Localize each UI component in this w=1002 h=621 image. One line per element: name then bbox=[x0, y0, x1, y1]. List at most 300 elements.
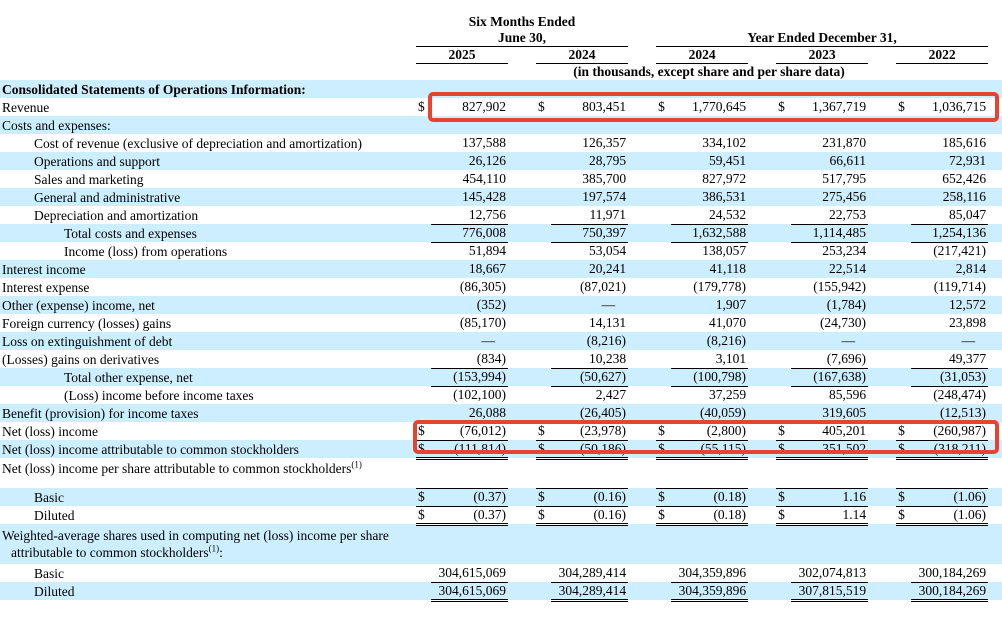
table-row bbox=[0, 134, 1002, 152]
column-gap bbox=[508, 278, 536, 296]
table-row bbox=[0, 188, 1002, 206]
column-gap bbox=[748, 524, 776, 564]
row-label: Diluted bbox=[34, 583, 75, 599]
column-gap bbox=[748, 278, 776, 296]
cell-value: 12,572 bbox=[948, 297, 987, 312]
dollar-sign bbox=[776, 134, 791, 152]
cell-value bbox=[791, 80, 868, 98]
column-gap bbox=[868, 170, 896, 188]
cell-value: (23,978) bbox=[551, 422, 628, 440]
dollar-sign bbox=[536, 260, 551, 278]
column-gap bbox=[868, 116, 896, 134]
dollar-sign bbox=[776, 368, 791, 386]
column-gap bbox=[508, 422, 536, 440]
dollar-sign bbox=[416, 524, 431, 564]
cell-value bbox=[671, 524, 748, 564]
table-row bbox=[0, 422, 1002, 440]
cell-value bbox=[551, 80, 628, 98]
dollar-sign bbox=[776, 206, 791, 224]
column-gap bbox=[508, 350, 536, 368]
cell-value bbox=[431, 116, 508, 134]
dollar-sign bbox=[416, 350, 431, 368]
header-row-period-line2 bbox=[0, 30, 1002, 47]
dollar-sign bbox=[416, 314, 431, 332]
dollar-sign: $ bbox=[536, 488, 551, 506]
column-gap bbox=[868, 458, 896, 488]
dollar-sign bbox=[536, 224, 551, 242]
table-row bbox=[0, 440, 1002, 458]
table-row bbox=[0, 368, 1002, 386]
column-gap bbox=[988, 488, 1002, 506]
column-gap bbox=[748, 440, 776, 458]
dollar-sign bbox=[416, 404, 431, 422]
cell-value: (1.06) bbox=[911, 506, 988, 524]
column-gap bbox=[868, 314, 896, 332]
column-gap bbox=[508, 170, 536, 188]
column-gap bbox=[988, 314, 1002, 332]
column-gap bbox=[508, 80, 536, 98]
cell-value: (0.18) bbox=[671, 488, 748, 506]
cell-value: 803,451 bbox=[582, 99, 627, 114]
dollar-sign bbox=[536, 170, 551, 188]
cell-value bbox=[911, 524, 988, 564]
table-row bbox=[0, 278, 1002, 296]
cell-value bbox=[551, 116, 628, 134]
row-label: Total other expense, net bbox=[64, 369, 193, 385]
dollar-sign bbox=[656, 116, 671, 134]
column-gap bbox=[868, 506, 896, 524]
dollar-sign bbox=[536, 206, 551, 224]
dollar-sign bbox=[656, 564, 671, 582]
dollar-sign: $ bbox=[656, 422, 671, 440]
cell-value bbox=[791, 458, 868, 488]
cell-value: 23,898 bbox=[948, 315, 987, 330]
column-gap bbox=[508, 386, 536, 404]
dollar-sign bbox=[656, 386, 671, 404]
column-gap bbox=[988, 440, 1002, 458]
footnote-marker: (1) bbox=[208, 543, 220, 554]
column-gap bbox=[868, 278, 896, 296]
dollar-sign bbox=[656, 582, 671, 600]
cell-value: (119,714) bbox=[933, 279, 987, 294]
dollar-sign bbox=[776, 524, 791, 564]
cell-value: — bbox=[841, 333, 856, 348]
cell-value: 652,426 bbox=[942, 171, 987, 186]
column-gap bbox=[868, 564, 896, 582]
dollar-sign bbox=[536, 404, 551, 422]
dollar-sign bbox=[776, 242, 791, 260]
column-gap bbox=[628, 488, 656, 506]
column-gap bbox=[748, 296, 776, 314]
column-gap bbox=[748, 116, 776, 134]
table-row bbox=[0, 224, 1002, 242]
cell-value bbox=[671, 80, 748, 98]
cell-value: (31,053) bbox=[911, 368, 988, 386]
dollar-sign bbox=[536, 332, 551, 350]
dollar-sign bbox=[416, 278, 431, 296]
row-label: Loss on extinguishment of debt bbox=[2, 333, 173, 349]
dollar-sign: $ bbox=[416, 422, 431, 440]
cell-value: (24,730) bbox=[819, 315, 867, 330]
column-gap bbox=[628, 296, 656, 314]
column-gap bbox=[508, 564, 536, 582]
dollar-sign bbox=[536, 314, 551, 332]
column-gap bbox=[988, 350, 1002, 368]
cell-value: 28,795 bbox=[588, 153, 627, 168]
dollar-sign bbox=[536, 524, 551, 564]
dollar-sign bbox=[776, 188, 791, 206]
cell-value: 10,238 bbox=[551, 350, 628, 368]
cell-value: (0.37) bbox=[431, 506, 508, 524]
column-gap bbox=[988, 224, 1002, 242]
column-gap bbox=[988, 404, 1002, 422]
column-gap bbox=[988, 260, 1002, 278]
cell-value: (76,012) bbox=[431, 422, 508, 440]
cell-value: (50,186) bbox=[551, 440, 628, 458]
column-gap bbox=[508, 260, 536, 278]
cell-value: 185,616 bbox=[942, 135, 987, 150]
dollar-sign bbox=[896, 278, 911, 296]
dollar-sign bbox=[896, 188, 911, 206]
dollar-sign bbox=[416, 582, 431, 600]
row-label: Net (loss) income attributable to common stockholders bbox=[2, 441, 299, 457]
cell-value: (86,305) bbox=[459, 279, 506, 294]
row-label: Basic bbox=[34, 489, 64, 505]
cell-value: 2,814 bbox=[955, 261, 987, 276]
table-row bbox=[0, 332, 1002, 350]
dollar-sign bbox=[896, 368, 911, 386]
dollar-sign bbox=[416, 188, 431, 206]
dollar-sign bbox=[776, 116, 791, 134]
cell-value: 1,254,136 bbox=[911, 224, 988, 242]
dollar-sign: $ bbox=[896, 506, 911, 524]
column-gap bbox=[748, 206, 776, 224]
column-gap bbox=[508, 458, 536, 488]
column-gap bbox=[748, 332, 776, 350]
dollar-sign bbox=[416, 332, 431, 350]
cell-value: (179,778) bbox=[693, 279, 747, 294]
column-gap bbox=[508, 116, 536, 134]
column-gap bbox=[748, 188, 776, 206]
cell-value: (0.18) bbox=[671, 506, 748, 524]
year-column-header: 2024 bbox=[656, 47, 748, 64]
cell-value: 1,367,719 bbox=[812, 99, 867, 114]
column-gap bbox=[988, 170, 1002, 188]
table-row bbox=[0, 314, 1002, 332]
table-row bbox=[0, 404, 1002, 422]
column-gap bbox=[748, 242, 776, 260]
column-gap bbox=[628, 564, 656, 582]
column-gap bbox=[868, 488, 896, 506]
cell-value: 26,088 bbox=[431, 404, 508, 422]
cell-value: 385,700 bbox=[582, 171, 627, 186]
cell-value: 304,359,896 bbox=[671, 582, 748, 600]
dollar-sign bbox=[656, 152, 671, 170]
dollar-sign bbox=[896, 404, 911, 422]
column-gap bbox=[748, 368, 776, 386]
row-label: Net (loss) income per share attributable to common stockholders$^{(1)}$ bbox=[2, 459, 362, 476]
cell-value: 59,451 bbox=[708, 153, 747, 168]
dollar-sign bbox=[896, 116, 911, 134]
dollar-sign bbox=[776, 458, 791, 488]
dollar-sign bbox=[776, 80, 791, 98]
column-gap bbox=[868, 524, 896, 564]
column-gap bbox=[508, 188, 536, 206]
column-gap bbox=[988, 134, 1002, 152]
column-gap bbox=[988, 242, 1002, 260]
row-label: Weighted-average shares used in computing net (loss) income per share attributable to common stockholders$^{(1)}$: bbox=[2, 528, 389, 560]
operations-statement-table bbox=[0, 14, 1002, 602]
column-gap bbox=[628, 314, 656, 332]
dollar-sign: $ bbox=[658, 99, 665, 114]
cell-value: 351,502 bbox=[791, 440, 868, 458]
dollar-sign: $ bbox=[776, 488, 791, 506]
dollar-sign bbox=[536, 350, 551, 368]
row-label: Diluted bbox=[34, 507, 75, 523]
dollar-sign bbox=[656, 80, 671, 98]
column-gap bbox=[628, 278, 656, 296]
cell-value: (12,513) bbox=[911, 404, 988, 422]
column-gap bbox=[988, 422, 1002, 440]
dollar-sign: $ bbox=[896, 488, 911, 506]
dollar-sign: $ bbox=[418, 99, 425, 114]
column-gap bbox=[988, 296, 1002, 314]
table-row bbox=[0, 296, 1002, 314]
cell-value: (87,021) bbox=[579, 279, 627, 294]
column-gap bbox=[508, 296, 536, 314]
dollar-sign: $ bbox=[536, 440, 551, 458]
table-row bbox=[0, 152, 1002, 170]
column-gap bbox=[508, 134, 536, 152]
cell-value: 334,102 bbox=[702, 135, 747, 150]
dollar-sign: $ bbox=[776, 422, 791, 440]
cell-value: 304,615,069 bbox=[431, 564, 508, 582]
column-gap bbox=[988, 582, 1002, 600]
header-row-period-line1 bbox=[0, 14, 1002, 30]
dollar-sign bbox=[416, 296, 431, 314]
row-label: Cost of revenue (exclusive of depreciation and amortization) bbox=[34, 135, 363, 151]
table-row bbox=[0, 386, 1002, 404]
column-gap bbox=[868, 296, 896, 314]
period-header-six-months-line2: June 30, bbox=[416, 30, 628, 47]
cell-value: 18,667 bbox=[468, 261, 506, 276]
column-gap bbox=[988, 116, 1002, 134]
column-gap bbox=[988, 152, 1002, 170]
dollar-sign bbox=[656, 332, 671, 350]
dollar-sign bbox=[656, 260, 671, 278]
cell-value: 1,770,645 bbox=[692, 99, 747, 114]
dollar-sign bbox=[656, 458, 671, 488]
dollar-sign bbox=[776, 260, 791, 278]
cell-value: 302,074,813 bbox=[791, 564, 868, 582]
header-row-units-note bbox=[0, 64, 1002, 81]
column-gap bbox=[628, 134, 656, 152]
cell-value: — bbox=[961, 333, 976, 348]
column-gap bbox=[748, 404, 776, 422]
cell-value: 126,357 bbox=[582, 135, 627, 150]
dollar-sign: $ bbox=[898, 99, 905, 114]
cell-value: — bbox=[481, 333, 495, 348]
dollar-sign bbox=[536, 296, 551, 314]
cell-value: 304,289,414 bbox=[551, 564, 628, 582]
dollar-sign bbox=[776, 404, 791, 422]
dollar-sign bbox=[416, 368, 431, 386]
column-gap bbox=[868, 582, 896, 600]
cell-value: 145,428 bbox=[462, 189, 506, 204]
cell-value: 1.14 bbox=[791, 506, 868, 524]
column-gap bbox=[988, 506, 1002, 524]
dollar-sign bbox=[776, 170, 791, 188]
table-body bbox=[0, 80, 1002, 600]
header-row-years bbox=[0, 47, 1002, 64]
cell-value: 41,118 bbox=[709, 261, 747, 276]
column-gap bbox=[628, 368, 656, 386]
column-gap bbox=[748, 260, 776, 278]
dollar-sign bbox=[416, 242, 431, 260]
column-gap bbox=[748, 350, 776, 368]
cell-value: 12,756 bbox=[431, 206, 508, 224]
dollar-sign bbox=[416, 564, 431, 582]
cell-value: (0.16) bbox=[551, 488, 628, 506]
dollar-sign bbox=[536, 242, 551, 260]
table-row bbox=[0, 488, 1002, 506]
dollar-sign bbox=[656, 134, 671, 152]
column-gap bbox=[748, 170, 776, 188]
column-gap bbox=[868, 206, 896, 224]
row-label: Depreciation and amortization bbox=[34, 207, 199, 223]
cell-value: 3,101 bbox=[671, 350, 748, 368]
cell-value: (834) bbox=[431, 350, 508, 368]
cell-value: 776,008 bbox=[431, 224, 508, 242]
table-row bbox=[0, 582, 1002, 600]
cell-value: 253,234 bbox=[822, 243, 867, 259]
column-gap bbox=[508, 488, 536, 506]
column-gap bbox=[628, 224, 656, 242]
dollar-sign bbox=[896, 564, 911, 582]
dollar-sign bbox=[536, 368, 551, 386]
table-row bbox=[0, 260, 1002, 278]
cell-value bbox=[431, 524, 508, 564]
row-label: (Losses) gains on derivatives bbox=[2, 351, 160, 367]
column-gap bbox=[868, 224, 896, 242]
dollar-sign bbox=[896, 242, 911, 260]
dollar-sign bbox=[416, 224, 431, 242]
cell-value: 304,615,069 bbox=[431, 582, 508, 600]
cell-value: 53,054 bbox=[588, 243, 627, 259]
column-gap bbox=[868, 404, 896, 422]
column-gap bbox=[988, 564, 1002, 582]
cell-value: 275,456 bbox=[822, 189, 867, 204]
table-row bbox=[0, 98, 1002, 116]
dollar-sign: $ bbox=[656, 488, 671, 506]
cell-value: (102,100) bbox=[453, 387, 506, 403]
dollar-sign bbox=[656, 350, 671, 368]
column-gap bbox=[628, 188, 656, 206]
dollar-sign bbox=[776, 224, 791, 242]
table-row bbox=[0, 458, 1002, 488]
dollar-sign bbox=[416, 80, 431, 98]
dollar-sign bbox=[776, 296, 791, 314]
cell-value: (50,627) bbox=[551, 368, 628, 386]
dollar-sign bbox=[416, 386, 431, 404]
cell-value bbox=[431, 80, 508, 98]
dollar-sign: $ bbox=[536, 422, 551, 440]
column-gap bbox=[628, 206, 656, 224]
dollar-sign: $ bbox=[896, 440, 911, 458]
column-gap bbox=[508, 206, 536, 224]
dollar-sign: $ bbox=[656, 506, 671, 524]
cell-value: 258,116 bbox=[942, 189, 987, 204]
column-gap bbox=[628, 582, 656, 600]
dollar-sign bbox=[896, 134, 911, 152]
column-gap bbox=[988, 332, 1002, 350]
dollar-sign: $ bbox=[776, 506, 791, 524]
row-label: Income (loss) from operations bbox=[64, 243, 228, 259]
dollar-sign: $ bbox=[538, 99, 545, 114]
column-gap bbox=[508, 98, 536, 116]
dollar-sign: $ bbox=[778, 99, 785, 114]
dollar-sign: $ bbox=[656, 440, 671, 458]
dollar-sign bbox=[416, 206, 431, 224]
dollar-sign bbox=[416, 152, 431, 170]
dollar-sign: $ bbox=[536, 506, 551, 524]
cell-value: (248,474) bbox=[933, 387, 987, 403]
column-gap bbox=[868, 422, 896, 440]
dollar-sign bbox=[536, 188, 551, 206]
column-gap bbox=[868, 188, 896, 206]
row-label: Benefit (provision) for income taxes bbox=[2, 405, 199, 421]
row-label: Revenue bbox=[2, 99, 50, 115]
dollar-sign bbox=[416, 260, 431, 278]
cell-value: 517,795 bbox=[822, 171, 867, 186]
row-label: Other (expense) income, net bbox=[2, 297, 155, 313]
cell-value: 304,289,414 bbox=[551, 582, 628, 600]
column-gap bbox=[868, 134, 896, 152]
year-column-header: 2024 bbox=[536, 47, 628, 64]
cell-value: 1.16 bbox=[791, 488, 868, 506]
cell-value: 26,126 bbox=[468, 153, 506, 168]
cell-value: 300,184,269 bbox=[911, 564, 988, 582]
column-gap bbox=[988, 368, 1002, 386]
cell-value: (8,216) bbox=[706, 333, 747, 348]
section-title: Consolidated Statements of Operations Information: bbox=[2, 81, 306, 97]
cell-value: 20,241 bbox=[588, 261, 627, 276]
dollar-sign bbox=[656, 278, 671, 296]
column-gap bbox=[748, 458, 776, 488]
column-gap bbox=[748, 80, 776, 98]
cell-value: 137,588 bbox=[462, 135, 506, 150]
period-header-year-ended: Year Ended December 31, bbox=[656, 30, 988, 47]
cell-value: — bbox=[601, 297, 616, 312]
cell-value: (55,115) bbox=[671, 440, 748, 458]
column-gap bbox=[988, 386, 1002, 404]
column-gap bbox=[628, 350, 656, 368]
column-gap bbox=[508, 368, 536, 386]
table-row bbox=[0, 242, 1002, 260]
column-gap bbox=[508, 224, 536, 242]
cell-value: 11,971 bbox=[551, 206, 628, 224]
dollar-sign bbox=[416, 458, 431, 488]
dollar-sign bbox=[776, 350, 791, 368]
dollar-sign bbox=[896, 224, 911, 242]
cell-value: (26,405) bbox=[551, 404, 628, 422]
dollar-sign bbox=[656, 224, 671, 242]
table-header bbox=[0, 14, 1002, 80]
column-gap bbox=[748, 386, 776, 404]
year-column-header: 2022 bbox=[896, 47, 988, 64]
cell-value: (217,421) bbox=[933, 243, 987, 259]
dollar-sign bbox=[776, 582, 791, 600]
